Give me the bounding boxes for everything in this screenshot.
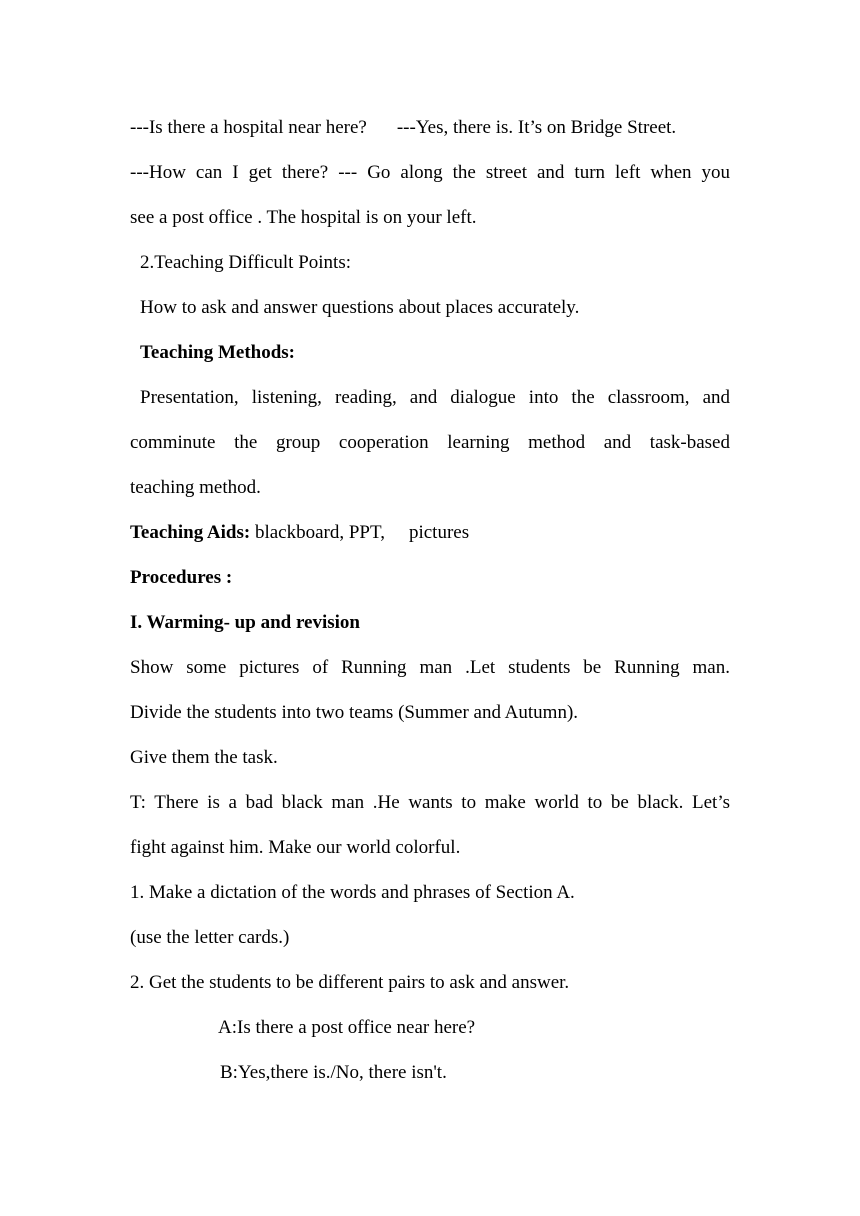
difficult-points-text: How to ask and answer questions about places accurately. xyxy=(140,297,580,318)
warming-up-line-2: Divide the students into two teams (Summer and Autumn). xyxy=(130,702,579,723)
methods-line-2: comminute the group cooperation learning method and task-based xyxy=(130,432,730,453)
answer-directions: --- Go along the street and turn left when you xyxy=(338,162,730,183)
warming-up-heading: I. Warming- up and revision xyxy=(130,612,360,633)
aids-items-a: blackboard, PPT, xyxy=(254,522,385,543)
warming-up-line-1: Show some pictures of Running man .Let students be Running man. xyxy=(130,657,730,678)
step-1: 1. Make a dictation of the words and phrases of Section A. xyxy=(130,882,575,903)
step-2: 2. Get the students to be different pairs to ask and answer. xyxy=(130,972,570,993)
teacher-line-1a: T: There is a bad black man .He wants to make world to be black. xyxy=(130,792,684,813)
methods-line-1: Presentation, listening, reading, and dialogue into the classroom, and xyxy=(140,387,730,408)
question-hospital: ---Is there a hospital near here? xyxy=(130,117,367,138)
aids-line xyxy=(130,510,730,555)
aids-items-b: pictures xyxy=(408,522,470,543)
question-directions: ---How can I get there? xyxy=(130,162,329,183)
dialogue-line-3: see a post office . The hospital is on your left. xyxy=(130,207,477,228)
dialogue-line-1 xyxy=(130,105,730,150)
methods-heading: Teaching Methods: xyxy=(140,342,296,363)
step-1-note: (use the letter cards.) xyxy=(130,927,290,948)
procedures-heading: Procedures : xyxy=(130,567,233,588)
teacher-line-2: fight against him. Make our world colorful. xyxy=(130,837,461,858)
aids-label: Teaching Aids: xyxy=(130,522,251,543)
dialog-line-b: B:Yes,there is./No, there isn't. xyxy=(220,1062,447,1083)
dialog-line-a: A:Is there a post office near here? xyxy=(218,1017,476,1038)
teacher-line-1b: Let’s xyxy=(692,792,730,813)
answer-hospital: ---Yes, there is. It’s on Bridge Street. xyxy=(396,117,677,138)
warming-up-line-3: Give them the task. xyxy=(130,747,278,768)
teacher-line-1 xyxy=(130,780,730,825)
difficult-points-heading: 2.Teaching Difficult Points: xyxy=(140,252,351,273)
methods-line-3: teaching method. xyxy=(130,477,261,498)
dialogue-line-2 xyxy=(130,150,730,195)
